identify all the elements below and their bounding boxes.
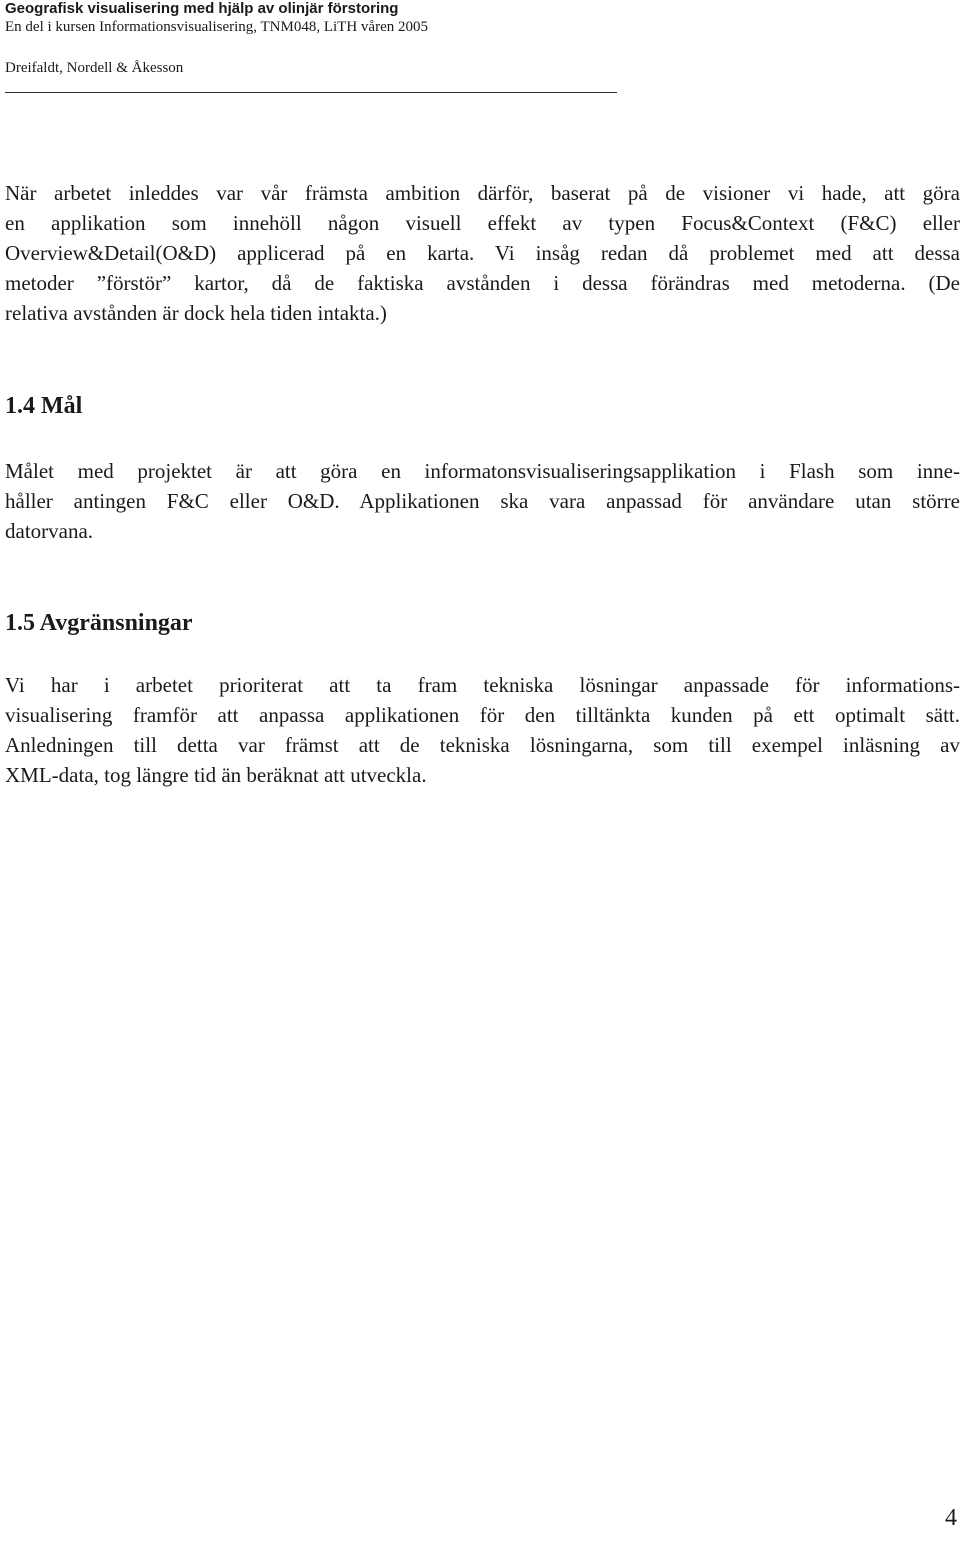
section-heading-avgransningar: 1.5 Avgränsningar (5, 610, 193, 636)
paragraph-line: en applikation som innehöll någon visuell effekt av typen Focus&Context (F&C) eller (5, 211, 960, 235)
paragraph-line: Målet med projektet är att göra en informatonsvisualiseringsapplikation i Flash som inne- (5, 459, 960, 483)
avgransningar-paragraph (5, 670, 960, 790)
paragraph-line: Overview&Detail(O&D) applicerad på en karta. Vi insåg redan då problemet med att dessa (5, 241, 960, 265)
paragraph-line: XML-data, tog längre tid än beräknat att utveckla. (5, 763, 427, 787)
page-number: 4 (945, 1505, 957, 1531)
section-heading-mal: 1.4 Mål (5, 393, 83, 419)
paragraph-line: visualisering framför att anpassa applikationen för den tilltänkta kunden på ett optimalt sätt. (5, 703, 960, 727)
mal-paragraph (5, 456, 960, 546)
authors: Dreifaldt, Nordell & Åkesson (5, 60, 184, 76)
paragraph-line: håller antingen F&C eller O&D. Applikationen ska vara anpassad för användare utan större (5, 489, 960, 513)
paragraph-line: Vi har i arbetet prioriterat att ta fram tekniska lösningar anpassade för informations- (5, 673, 960, 697)
paragraph-line: relativa avstånden är dock hela tiden intakta.) (5, 301, 387, 325)
paragraph-line: metoder ”förstör” kartor, då de faktiska avstånden i dessa förändras med metoderna. (De (5, 271, 960, 295)
course-subtitle: En del i kursen Informationsvisualisering, TNM048, LiTH våren 2005 (5, 19, 428, 35)
document-title: Geografisk visualisering med hjälp av olinjär förstoring (5, 0, 399, 17)
header-rule (5, 92, 617, 93)
intro-paragraph (5, 178, 960, 328)
paragraph-line: Anledningen till detta var främst att de tekniska lösningarna, som till exempel inläsning av (5, 733, 960, 757)
paragraph-line: När arbetet inleddes var vår främsta ambition därför, baserat på de visioner vi hade, att göra (5, 181, 960, 205)
paragraph-line: datorvana. (5, 519, 94, 543)
